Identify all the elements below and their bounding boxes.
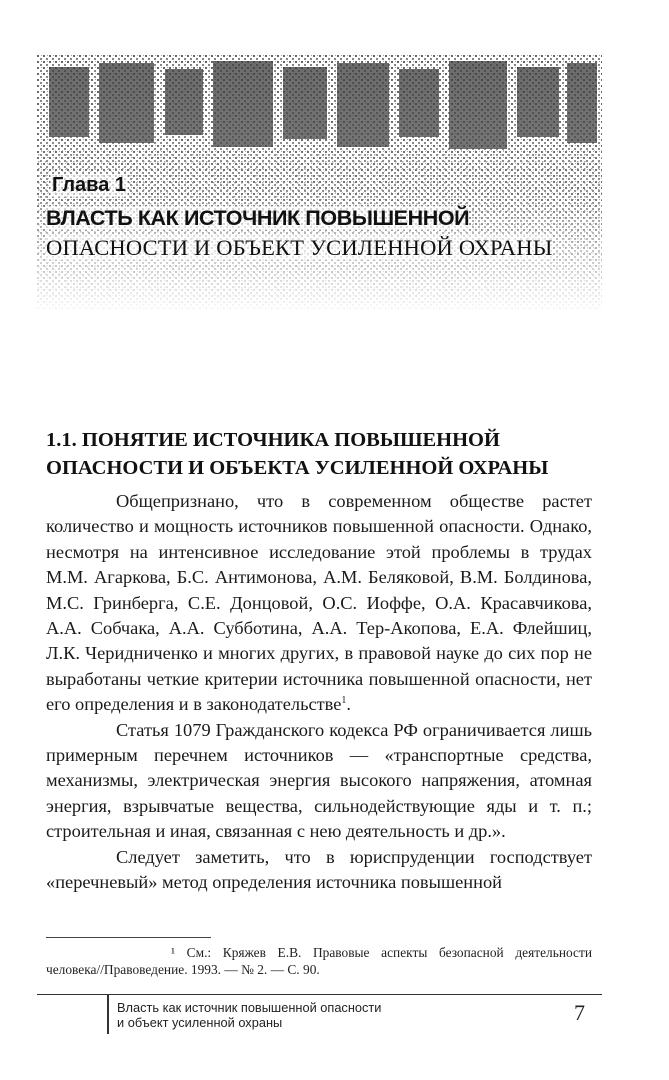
chapter-title — [46, 203, 566, 263]
paragraph-1-end: . — [346, 694, 351, 715]
section-heading-line-1: 1.1. ПОНЯТИЕ ИСТОЧНИКА ПОВЫШЕННОЙ — [46, 429, 500, 451]
chapter-title-line-1: ВЛАСТЬ КАК ИСТОЧНИК ПОВЫШЕННОЙ — [46, 206, 470, 230]
chapter-label: Глава 1 — [52, 174, 127, 196]
footer-vertical-bar — [107, 994, 109, 1034]
footnote-divider — [46, 937, 211, 938]
chapter-title-line-2: ОПАСНОСТИ И ОБЪЕКТ УСИЛЕННОЙ ОХРАНЫ — [46, 235, 553, 260]
paragraph-3: Следует заметить, что в юриспруденции господствует «перечневый» метод определения источника повышенной — [46, 846, 592, 893]
paragraph-1 — [46, 489, 592, 718]
running-head — [117, 1000, 517, 1030]
footer-rule — [37, 994, 602, 995]
paragraph-2: Статья 1079 Гражданского кодекса РФ ограничивается лишь примерным перечнем источников — «транспортные средства, механизмы, электрическая энергия высокого напряжения, атомная энергия, взрывчатые вещества, сильнодействующие яды и т. п.; строительная и иная, связанная с нею деятельность и др.». — [46, 719, 592, 842]
body-text — [46, 489, 592, 896]
footnote-reference[interactable]: 1 — [341, 695, 347, 707]
running-head-line-1: Власть как источник повышенной опасности — [117, 1000, 382, 1015]
section-heading — [46, 426, 606, 482]
page-number: 7 — [574, 1000, 585, 1025]
footnote — [46, 944, 592, 978]
footnote-text: ¹ См.: Кряжев Е.В. Правовые аспекты безопасной деятельности человека//Правоведение. 1993. — № 2. — С. 90. — [46, 945, 592, 977]
section-heading-line-2: ОПАСНОСТИ И ОБЪЕКТА УСИЛЕННОЙ ОХРАНЫ — [46, 457, 549, 479]
paragraph-1-text: Общепризнано, что в современном обществе растет количество и мощность источников повышенной опасности. Однако, несмотря на интенсивное исследование этой проблемы в трудах М.М. Агаркова, Б.С. Антимонова, А.М. Беляковой, В.М. Болдинова, М.С. Гринберга, С.Е. Донцовой, О.С. Иоффе, О.А. Красавчикова, А.А. Собчака, А.А. Субботина, А.А. Тер-Акопова, Е.А. Флейшиц, Л.К. Чeридниченко и многих других, в правовой науке до сих пор не выработаны четкие критерии источника повышенной опасности, нет его определения и в законодательстве — [46, 491, 592, 715]
running-head-line-2: и объект усиленной охраны — [117, 1015, 283, 1030]
